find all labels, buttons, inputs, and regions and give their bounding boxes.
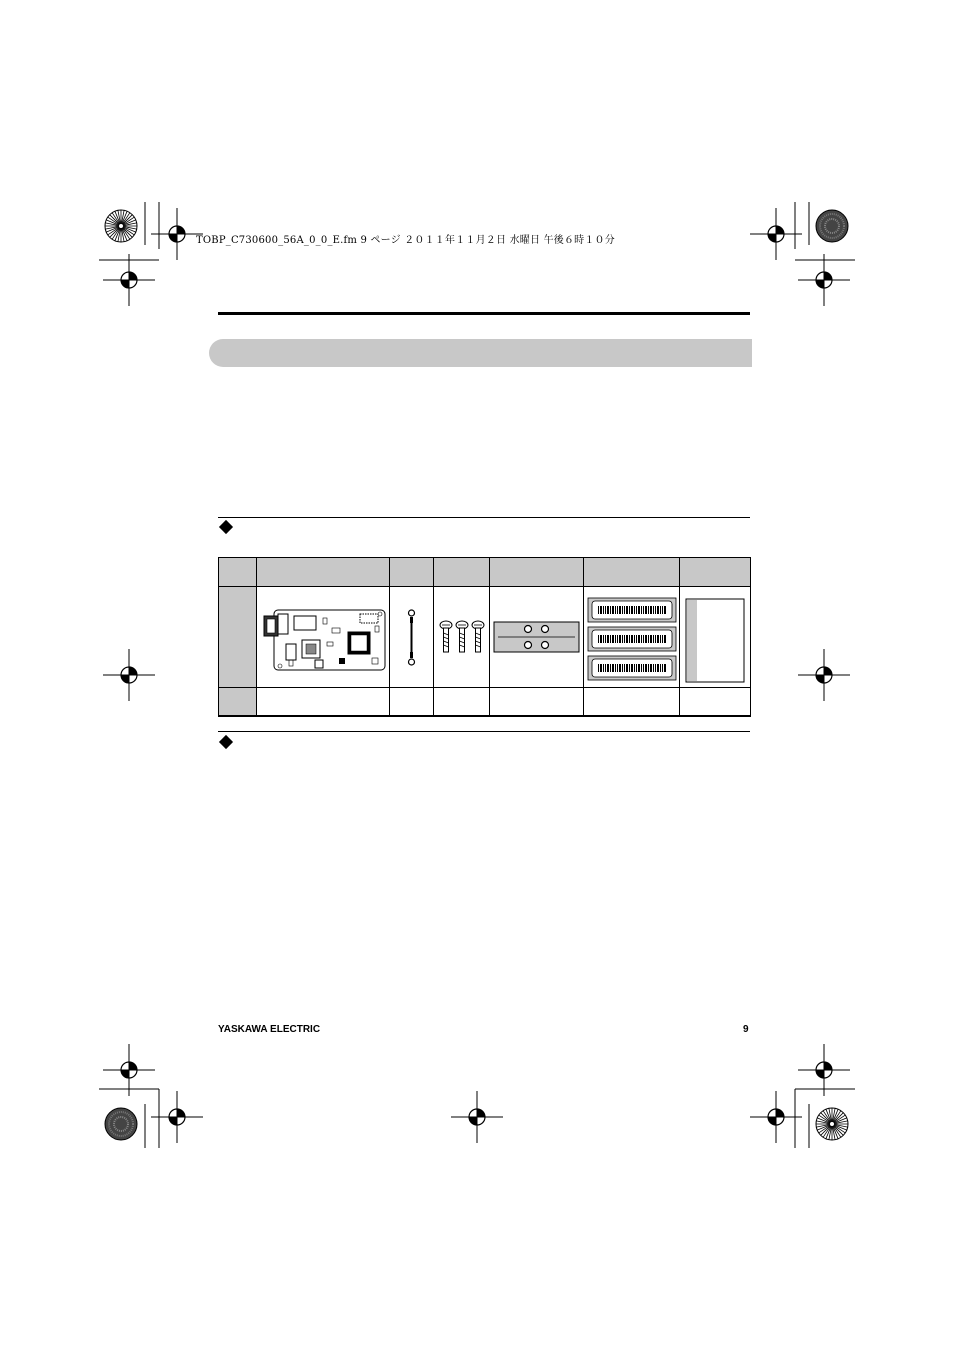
table-figure-row [219,587,751,688]
option-card-cell [257,587,390,688]
row-header-cell [219,688,257,717]
footer-page-number: 9 [743,1024,749,1035]
barcode-labels-cell [584,587,680,688]
ground-wire-illustration [390,588,433,686]
top-rule [218,312,750,315]
screws-illustration [434,588,489,686]
package-contents-table [218,557,751,717]
header-cell [490,558,584,587]
quantity-cell [680,688,751,717]
table-quantity-row [219,688,751,717]
footer-company: YASKAWA ELECTRIC [218,1024,321,1035]
header-cell [390,558,434,587]
led-label-illustration [490,588,583,686]
header-cell [219,558,257,587]
barcode-labels-illustration [584,588,679,686]
row-header-cell [219,587,257,688]
option-card-illustration [257,588,388,686]
manual-cell [680,587,751,688]
section-title-band [209,339,752,367]
subsection-rule-1 [218,517,750,518]
quantity-cell [390,688,434,717]
quantity-cell [434,688,490,717]
quantity-cell [257,688,390,717]
quantity-cell [584,688,680,717]
header-cell [584,558,680,587]
subsection-rule-2 [218,731,750,732]
manual-illustration [680,588,750,686]
header-cell [434,558,490,587]
header-cell [680,558,751,587]
table-header-row [219,558,751,587]
screws-cell [434,587,490,688]
header-cell [257,558,390,587]
led-label-cell [490,587,584,688]
file-info-header: TOBP_C730600_56A_0_0_E.fm 9 ページ ２０１１年１１月２日 水曜日 午後６時１０分 [196,235,615,246]
ground-wire-cell [390,587,434,688]
quantity-cell [490,688,584,717]
